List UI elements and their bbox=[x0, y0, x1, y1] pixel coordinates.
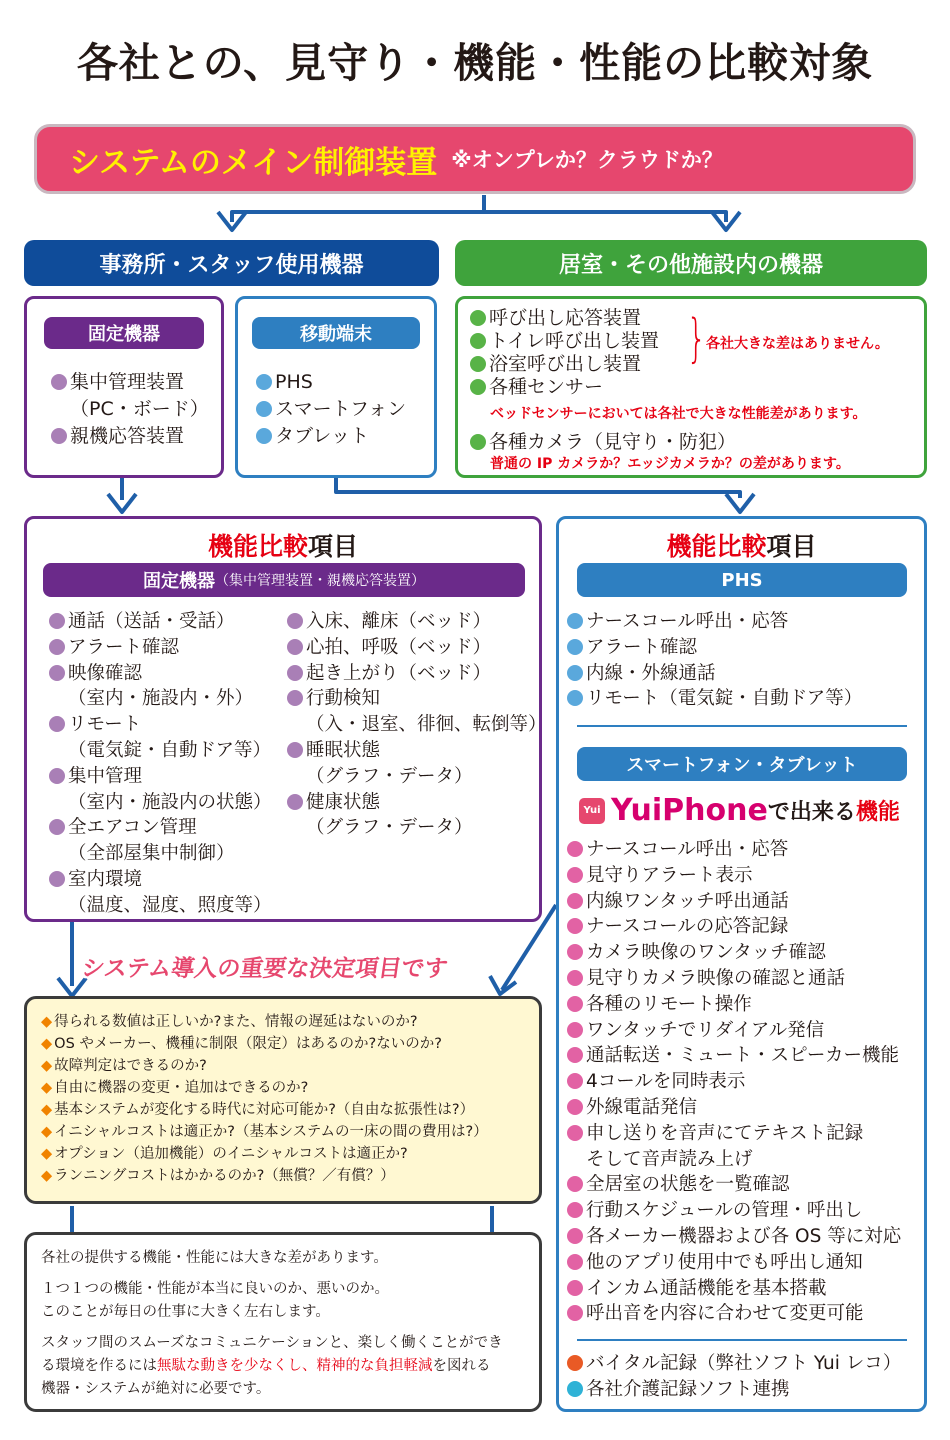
question-item: ◆ OS やメーカー、機種に制限（限定）はあるのか?ないのか? bbox=[41, 1036, 442, 1052]
bullet-icon bbox=[567, 1280, 583, 1296]
bullet-icon bbox=[49, 716, 65, 732]
bullet-icon bbox=[470, 333, 486, 349]
bullet-icon bbox=[567, 944, 583, 960]
list-item: 心拍、呼吸（ベッド） bbox=[287, 635, 547, 661]
list-item: 他のアプリ使用中でも呼出し通知 bbox=[567, 1250, 901, 1276]
list-item: 各種カメラ（見守り・防犯） bbox=[470, 427, 736, 454]
decision-questions-box bbox=[24, 996, 542, 1204]
list-item: 行動スケジュールの管理・呼出し bbox=[567, 1198, 901, 1224]
fixed-devices-box bbox=[24, 296, 224, 478]
right-compare-title: 機能比較項目 bbox=[666, 532, 817, 561]
office-header: 事務所・スタッフ使用機器 bbox=[24, 240, 439, 286]
list-item: 4コールを同時表示 bbox=[567, 1069, 901, 1095]
question-item: ◆ イニシャルコストは適正か?（基本システムの一床の間の費用は?） bbox=[41, 1124, 488, 1140]
list-item: 集中管理 bbox=[49, 764, 272, 790]
bullet-icon bbox=[49, 665, 65, 681]
bullet-icon bbox=[567, 996, 583, 1012]
list-item: リモート（電気錠・自動ドア等） bbox=[567, 686, 862, 712]
bullet-icon bbox=[287, 742, 303, 758]
bullet-icon bbox=[256, 374, 272, 390]
question-item: ◆ ランニングコストはかかるのか?（無償？／有償？） bbox=[41, 1168, 395, 1184]
list-item: スマートフォン bbox=[256, 396, 406, 423]
list-item: アラート確認 bbox=[49, 635, 272, 661]
bullet-icon bbox=[287, 794, 303, 810]
list-item: （PC・ボード） bbox=[70, 398, 209, 420]
diamond-bullet-icon: ◆ bbox=[41, 1146, 53, 1162]
question-item: ◆ 基本システムが変化する時代に対応可能か?（自由な拡張性は?） bbox=[41, 1102, 475, 1118]
list-item: カメラ映像のワンタッチ確認 bbox=[567, 940, 901, 966]
bullet-icon bbox=[287, 665, 303, 681]
mobile-devices-list bbox=[256, 369, 406, 450]
list-item: ナースコールの応答記録 bbox=[567, 914, 901, 940]
question-item: ◆ 故障判定はできるのか? bbox=[41, 1058, 207, 1074]
mobile-right-line bbox=[336, 478, 740, 498]
list-item: タブレット bbox=[256, 423, 406, 450]
room-devices-box bbox=[455, 296, 927, 478]
list-item: （室内・施設内の状態） bbox=[68, 791, 272, 813]
list-item: 各社介護記録ソフト連携 bbox=[567, 1377, 901, 1403]
list-item: 浴室呼び出し装置 bbox=[470, 353, 659, 376]
summary-text: 機器・システムが絶対に必要です。 bbox=[41, 1381, 271, 1397]
list-item: 睡眠状態 bbox=[287, 738, 547, 764]
phs-list bbox=[567, 609, 862, 712]
bullet-icon bbox=[567, 690, 583, 706]
bullet-icon bbox=[567, 841, 583, 857]
bullet-icon bbox=[567, 1099, 583, 1115]
yuiphone-heading: Yui YuiPhone で出来る 機能 bbox=[579, 793, 900, 828]
main-split-line bbox=[232, 195, 726, 222]
bullet-icon bbox=[567, 1176, 583, 1192]
summary-text: スタッフ間のスムーズなコミュニケーションと、楽しく働くことができ bbox=[41, 1335, 503, 1351]
room-header: 居室・その他施設内の機器 bbox=[455, 240, 927, 286]
diamond-bullet-icon: ◆ bbox=[41, 1014, 53, 1030]
bullet-icon bbox=[567, 1047, 583, 1063]
bullet-icon bbox=[51, 428, 67, 444]
decision-questions-list bbox=[41, 1011, 539, 1187]
list-item: 映像確認 bbox=[49, 661, 272, 687]
diamond-bullet-icon: ◆ bbox=[41, 1058, 53, 1074]
list-item: （温度、湿度、照度等） bbox=[68, 894, 272, 916]
list-item: トイレ呼び出し装置 bbox=[470, 330, 659, 353]
room-devices-list bbox=[470, 307, 659, 399]
list-item: バイタル記録（弊社ソフト Yui レコ） bbox=[567, 1351, 901, 1377]
bullet-icon bbox=[470, 356, 486, 372]
list-item: 行動検知 bbox=[287, 686, 547, 712]
list-item: （入・退室、徘徊、転倒等） bbox=[306, 714, 547, 736]
list-item: 内線ワンタッチ呼出通話 bbox=[567, 889, 901, 915]
bullet-icon bbox=[256, 401, 272, 417]
bullet-icon bbox=[567, 1305, 583, 1321]
bullet-icon bbox=[567, 1125, 583, 1141]
extra-features-list bbox=[567, 1351, 901, 1403]
camera-note: 普通の IP カメラか？エッジカメラか？の差があります。 bbox=[490, 456, 850, 472]
diamond-bullet-icon: ◆ bbox=[41, 1102, 53, 1118]
list-item: リモート bbox=[49, 712, 272, 738]
mobile-devices-box bbox=[235, 296, 437, 478]
summary-text: 各社の提供する機能・性能には大きな差があります。 bbox=[41, 1250, 388, 1266]
bullet-icon bbox=[49, 768, 65, 784]
list-item: 内線・外線通話 bbox=[567, 661, 862, 687]
list-item: 呼び出し応答装置 bbox=[470, 307, 659, 330]
main-controller-bar bbox=[34, 124, 916, 194]
bullet-icon bbox=[49, 871, 65, 887]
diamond-bullet-icon: ◆ bbox=[41, 1124, 53, 1140]
list-item: 室内環境 bbox=[49, 867, 272, 893]
bullet-icon bbox=[287, 613, 303, 629]
list-item: 集中管理装置 bbox=[51, 369, 209, 396]
divider bbox=[577, 725, 907, 727]
bullet-icon bbox=[567, 893, 583, 909]
left-compare-tag: 固定機器 （集中管理装置・親機応答装置） bbox=[43, 563, 525, 597]
smartphone-features-list bbox=[567, 837, 901, 1327]
diamond-bullet-icon: ◆ bbox=[41, 1080, 53, 1096]
fixed-devices-tag: 固定機器 bbox=[44, 317, 204, 349]
list-item: （全部屋集中制御） bbox=[68, 843, 235, 865]
bullet-icon bbox=[470, 379, 486, 395]
bullet-icon bbox=[256, 428, 272, 444]
brace-icon: } bbox=[686, 309, 707, 369]
decision-banner: システム導入の重要な決定項目です bbox=[79, 956, 450, 982]
main-controller-label: システムのメイン制御装置 bbox=[69, 144, 438, 181]
left-compare-title: 機能比較項目 bbox=[207, 532, 359, 561]
bullet-icon bbox=[49, 613, 65, 629]
brace-note: 各社大きな差はありません。 bbox=[706, 336, 889, 352]
summary-text: １つ１つの機能・性能が本当に良いのか、悪いのか。 bbox=[41, 1281, 389, 1297]
list-item: （電気錠・自動ドア等） bbox=[68, 739, 271, 761]
list-item: （グラフ・データ） bbox=[306, 765, 473, 787]
mobile-devices-tag: 移動端末 bbox=[252, 317, 420, 349]
page-title: 各社との、見守り・機能・性能の比較対象 bbox=[76, 39, 874, 87]
list-item: そして音声読み上げ bbox=[586, 1148, 753, 1170]
list-item: 全居室の状態を一覧確認 bbox=[567, 1172, 901, 1198]
sensor-note: ベッドセンサーにおいては各社で大きな性能差があります。 bbox=[490, 406, 867, 422]
list-item: ナースコール呼出・応答 bbox=[567, 837, 901, 863]
bullet-icon bbox=[470, 310, 486, 326]
bullet-icon bbox=[567, 1073, 583, 1089]
bullet-icon bbox=[567, 613, 583, 629]
bullet-icon bbox=[567, 1228, 583, 1244]
left-compare-col2 bbox=[287, 609, 547, 841]
main-controller-note: ※オンプレか？クラウドか？ bbox=[451, 148, 723, 172]
list-item: アラート確認 bbox=[567, 635, 862, 661]
list-item: 申し送りを音声にてテキスト記録 bbox=[567, 1121, 901, 1147]
question-item: ◆ オプション（追加機能）のイニシャルコストは適正か? bbox=[41, 1146, 408, 1162]
list-item: ナースコール呼出・応答 bbox=[567, 609, 862, 635]
bullet-icon bbox=[567, 1355, 583, 1371]
summary-text: このことが毎日の仕事に大きく左右します。 bbox=[41, 1304, 330, 1320]
list-item: （室内・施設内・外） bbox=[68, 688, 254, 710]
bullet-icon bbox=[567, 867, 583, 883]
bullet-icon bbox=[470, 434, 486, 450]
question-item: ◆ 自由に機器の変更・追加はできるのか? bbox=[41, 1080, 309, 1096]
bullet-icon bbox=[567, 1202, 583, 1218]
bullet-icon bbox=[567, 1022, 583, 1038]
left-compare-box bbox=[24, 516, 547, 922]
list-item: 外線電話発信 bbox=[567, 1095, 901, 1121]
bullet-icon bbox=[567, 1254, 583, 1270]
diamond-bullet-icon: ◆ bbox=[41, 1168, 53, 1184]
list-item: 各種センサー bbox=[470, 376, 659, 399]
divider bbox=[577, 1339, 907, 1341]
bullet-icon bbox=[287, 639, 303, 655]
list-item: PHS bbox=[256, 369, 406, 396]
bullet-icon bbox=[567, 970, 583, 986]
list-item: 各メーカー機器および各 OS 等に対応 bbox=[567, 1224, 901, 1250]
list-item: ワンタッチでリダイアル発信 bbox=[567, 1018, 901, 1044]
bullet-icon bbox=[287, 690, 303, 706]
list-item: 起き上がり（ベッド） bbox=[287, 661, 547, 687]
list-item: 通話転送・ミュート・スピーカー機能 bbox=[567, 1043, 901, 1069]
phs-tag: PHS bbox=[577, 563, 907, 597]
bullet-icon bbox=[49, 819, 65, 835]
yui-logo-icon: Yui bbox=[579, 798, 605, 824]
left-compare-col1 bbox=[49, 609, 272, 919]
list-item: 見守りアラート表示 bbox=[567, 863, 901, 889]
list-item: インカム通話機能を基本搭載 bbox=[567, 1276, 901, 1302]
list-item: 通話（送話・受話） bbox=[49, 609, 272, 635]
smartphone-tablet-tag: スマートフォン・タブレット bbox=[577, 747, 907, 781]
list-item: 全エアコン管理 bbox=[49, 815, 272, 841]
summary-text: る環境を作るには無駄な動きを少なくし、精神的な負担軽減を図れる bbox=[41, 1358, 491, 1374]
right-compare-box bbox=[556, 516, 927, 1412]
list-item: （グラフ・データ） bbox=[306, 817, 473, 839]
bullet-icon bbox=[567, 918, 583, 934]
list-item: 見守りカメラ映像の確認と通話 bbox=[567, 966, 901, 992]
list-item: 健康状態 bbox=[287, 790, 547, 816]
bullet-icon bbox=[567, 665, 583, 681]
bullet-icon bbox=[567, 639, 583, 655]
list-item: 親機応答装置 bbox=[51, 423, 209, 450]
fixed-devices-list bbox=[51, 369, 209, 450]
question-item: ◆ 得られる数値は正しいか?また、情報の遅延はないのか? bbox=[41, 1014, 418, 1030]
diamond-bullet-icon: ◆ bbox=[41, 1036, 53, 1052]
bullet-icon bbox=[567, 1381, 583, 1397]
summary-box bbox=[24, 1232, 542, 1412]
list-item: 呼出音を内容に合わせて変更可能 bbox=[567, 1301, 901, 1327]
bullet-icon bbox=[49, 639, 65, 655]
list-item: 各種のリモート操作 bbox=[567, 992, 901, 1018]
list-item: 入床、離床（ベッド） bbox=[287, 609, 547, 635]
bullet-icon bbox=[51, 374, 67, 390]
